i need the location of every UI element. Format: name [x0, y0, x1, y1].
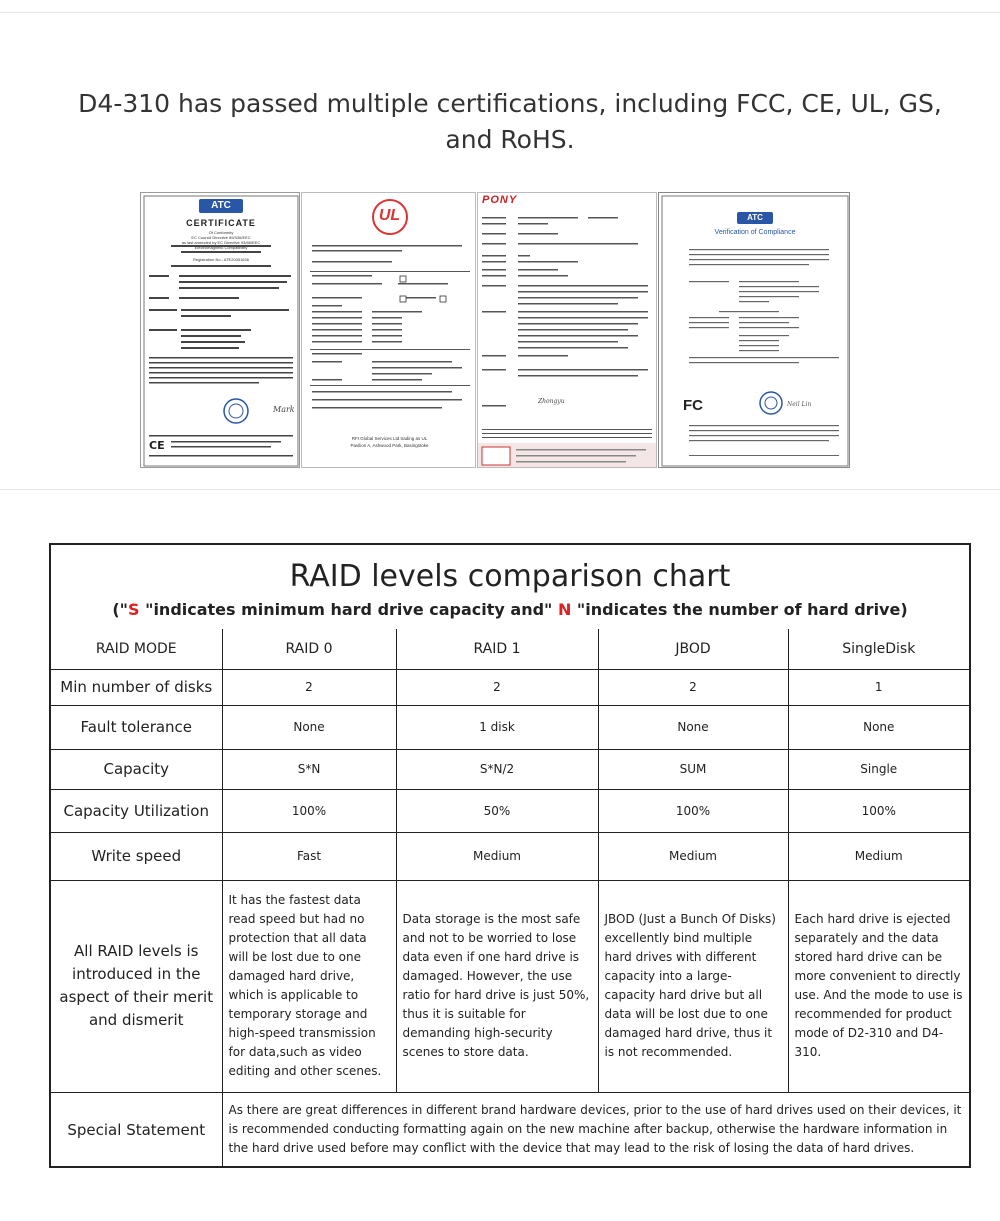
atc-line1: Of Conformity: [208, 230, 234, 235]
table-cell: 100%: [788, 789, 969, 832]
ul-logo-text: UL: [378, 207, 401, 224]
raid-comparison-chart: [49, 543, 971, 1168]
subtitle-mid: "indicates minimum hard drive capacity and": [139, 600, 558, 619]
header-singledisk: SingleDisk: [788, 629, 969, 669]
header-raid-0: RAID 0: [222, 629, 396, 669]
ul-certificate-art: [302, 193, 476, 468]
subtitle-open: (": [112, 600, 128, 619]
header-raid-mode: RAID MODE: [51, 629, 222, 669]
atc-line2: EC Council Directive 89/336/EEC: [191, 235, 251, 240]
table-row: [51, 705, 969, 749]
pony-logo-text: PONY: [482, 194, 518, 206]
table-cell: Medium: [598, 832, 788, 880]
ul-footer-line1: RFI Global Services Ltd trading as UL: [351, 436, 428, 441]
svg-text:CE: CE: [149, 439, 165, 452]
subtitle-n-marker: N: [557, 600, 572, 619]
table-cell: None: [598, 705, 788, 749]
table-cell: Single: [788, 749, 969, 789]
fcc-seal-icon: [760, 392, 782, 414]
merit-raid-0: It has the fastest data read speed but had no protection that all data will be lost due to one damaged hard drive, which is applicable to temporary storage and high-speed transmission for data,such as video editing and other scenes.: [222, 880, 396, 1092]
raid-chart-subtitle: [51, 600, 969, 619]
pony-certificate-art: [478, 193, 657, 468]
fcc-certificate-title: Verification of Compliance: [714, 229, 796, 236]
table-cell: S*N: [222, 749, 396, 789]
row-label-capacity: Capacity: [51, 749, 222, 789]
atc-registration: Registration No.: ATE20051636: [193, 257, 249, 262]
row-label-capacity-utilization: Capacity Utilization: [51, 789, 222, 832]
table-cell: Medium: [788, 832, 969, 880]
atc-line3: as last amended by EC Directive 93/68/EEC: [181, 240, 261, 245]
merit-jbod: JBOD (Just a Bunch Of Disks) excellently bind multiple hard drives with different capacity into a large-capacity hard drive but all data will be lost due to one damaged hard drive, thus it is not recommended.: [598, 880, 788, 1092]
table-cell: 2: [396, 669, 598, 705]
row-label-min-disks: Min number of disks: [51, 669, 222, 705]
merit-raid-1: Data storage is the most safe and not to be worried to lose data even if one hard drive is damaged. However, the use ratio for hard drive is just 50%, thus it is suitable for demanding high-security scenes to store data.: [396, 880, 598, 1092]
table-cell: SUM: [598, 749, 788, 789]
atc-logo-text: ATC: [211, 200, 231, 211]
pony-signature: Zhongyu: [538, 398, 565, 405]
top-divider: [0, 12, 1000, 13]
table-cell: 100%: [222, 789, 396, 832]
certificate-images: [140, 192, 850, 468]
statement-text: As there are great differences in different brand hardware devices, prior to the use of hard drives used on their devices, it is recommended conducting formatting again on the new machine after backup, otherwise the hardware information in the hard drive used before may conflict with the device that may lead to the risk of losing the data of hard drives.: [222, 1092, 969, 1167]
table-cell: None: [788, 705, 969, 749]
table-cell: S*N/2: [396, 749, 598, 789]
table-row: [51, 749, 969, 789]
fcc-logo-text: FC: [683, 397, 703, 414]
table-cell: 50%: [396, 789, 598, 832]
row-label-fault-tolerance: Fault tolerance: [51, 705, 222, 749]
table-cell: Fast: [222, 832, 396, 880]
header-raid-1: RAID 1: [396, 629, 598, 669]
table-row: [51, 789, 969, 832]
atc-certificate-title: CERTIFICATE: [186, 218, 256, 228]
statement-row: [51, 1092, 969, 1167]
table-cell: 2: [598, 669, 788, 705]
merit-row-label: All RAID levels is introduced in the aspect of their merit and dismerit: [51, 880, 222, 1092]
atc-certificate: [140, 192, 300, 468]
atc-signature: Mark: [273, 405, 295, 414]
ul-certificate: [301, 192, 476, 468]
table-cell: 2: [222, 669, 396, 705]
table-header-row: [51, 629, 969, 669]
table-cell: None: [222, 705, 396, 749]
table-cell: 1: [788, 669, 969, 705]
raid-table: [51, 629, 969, 1167]
table-row: [51, 669, 969, 705]
header-jbod: JBOD: [598, 629, 788, 669]
table-cell: 100%: [598, 789, 788, 832]
atc-seal-icon: [224, 399, 248, 423]
statement-label: Special Statement: [51, 1092, 222, 1167]
pony-certificate: [477, 192, 657, 468]
section-divider: [0, 489, 1000, 490]
table-row: [51, 832, 969, 880]
subtitle-s-marker: S: [128, 600, 140, 619]
merit-singledisk: Each hard drive is ejected separately and the data stored hard drive can be more convenient to directly use. And the mode to use is recommended for product mode of D2-310 and D4-310.: [788, 880, 969, 1092]
table-cell: 1 disk: [396, 705, 598, 749]
fcc-atc-logo-text: ATC: [747, 213, 763, 222]
certification-headline: D4-310 has passed multiple certifications, including FCC, CE, UL, GS, and RoHS.: [78, 89, 942, 154]
pony-footer-logo-icon: [482, 447, 510, 465]
subtitle-end: "indicates the number of hard drive): [571, 600, 908, 619]
raid-chart-title: RAID levels comparison chart: [289, 559, 731, 594]
fcc-signature: Neil Lin: [787, 401, 812, 408]
ul-footer-line2: Pavilion A, Ashwood Park, Basingstoke: [350, 443, 429, 448]
row-label-write-speed: Write speed: [51, 832, 222, 880]
merit-row: [51, 880, 969, 1092]
table-cell: Medium: [396, 832, 598, 880]
atc-line4: Electromagnetic Compatibility: [194, 245, 248, 250]
fcc-verification: [658, 192, 850, 468]
